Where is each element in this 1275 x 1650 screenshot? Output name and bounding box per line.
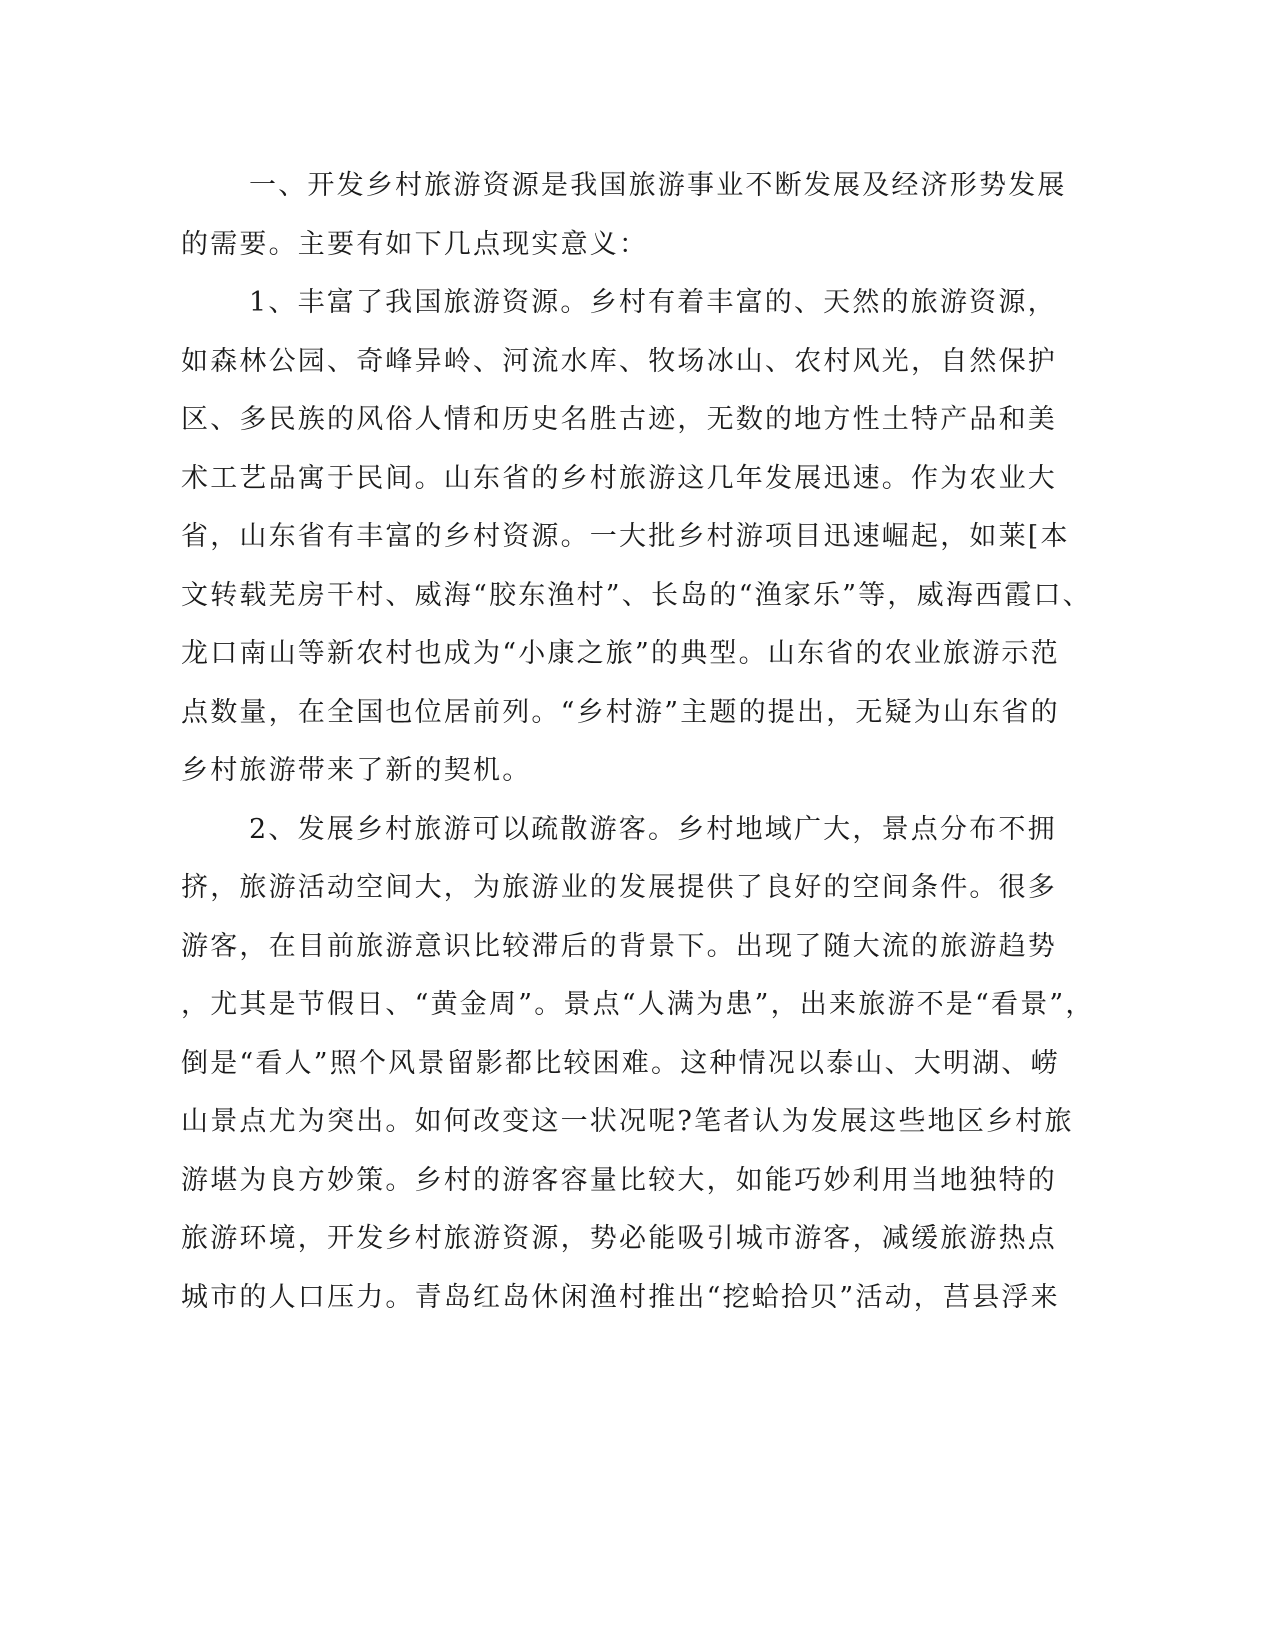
text-line: 挤，旅游活动空间大，为旅游业的发展提供了良好的空间条件。很多 [181, 872, 1057, 903]
text-line: 1、丰富了我国旅游资源。乡村有着丰富的、天然的旅游资源， [249, 287, 1057, 318]
text-line: 文转载芜房干村、威海“胶东渔村”、长岛的“渔家乐”等，威海西霞口、 [181, 579, 1092, 611]
text-line: 游堪为良方妙策。乡村的游客容量比较大，如能巧妙利用当地独特的 [181, 1164, 1057, 1196]
text-line: 术工艺品寓于民间。山东省的乡村旅游这几年发展迅速。作为农业大 [181, 462, 1057, 494]
text-line: 旅游环境，开发乡村旅游资源，势必能吸引城市游客，减缓旅游热点 [181, 1223, 1057, 1254]
text-line: 城市的人口压力。青岛红岛休闲渔村推出“挖蛤拾贝”活动，莒县浮来 [181, 1281, 1060, 1313]
text-line: 一、开发乡村旅游资源是我国旅游事业不断发展及经济形势发展 [249, 170, 1067, 201]
text-line: 山景点尤为突出。如何改变这一状况呢?笔者认为发展这些地区乡村旅 [181, 1106, 1074, 1137]
text-line: 省，山东省有丰富的乡村资源。一大批乡村游项目迅速崛起，如莱[本 [181, 521, 1070, 552]
text-line: 游客，在目前旅游意识比较滞后的背景下。出现了随大流的旅游趋势 [181, 930, 1057, 962]
text-line: 龙口南山等新农村也成为“小康之旅”的典型。山东省的农业旅游示范 [181, 638, 1060, 669]
text-line: 区、多民族的风俗人情和历史名胜古迹，无数的地方性土特产品和美 [181, 404, 1057, 435]
text-line: 如森林公园、奇峰异岭、河流水库、牧场冰山、农村风光，自然保护 [181, 345, 1057, 377]
text-line: 2、发展乡村旅游可以疏散游客。乡村地域广大，景点分布不拥 [249, 813, 1057, 845]
text-line: 点数量，在全国也位居前列。“乡村游”主题的提出，无疑为山东省的 [181, 696, 1060, 728]
text-line: 的需要。主要有如下几点现实意义： [181, 228, 649, 260]
text-line: 倒是“看人”照个风景留影都比较困难。这种情况以泰山、大明湖、崂 [181, 1047, 1060, 1079]
body-text [181, 157, 1095, 1327]
text-line: 乡村旅游带来了新的契机。 [181, 755, 532, 786]
text-line: ，尤其是节假日、“黄金周”。景点“人满为患”，出来旅游不是“看景”， [181, 989, 1095, 1020]
